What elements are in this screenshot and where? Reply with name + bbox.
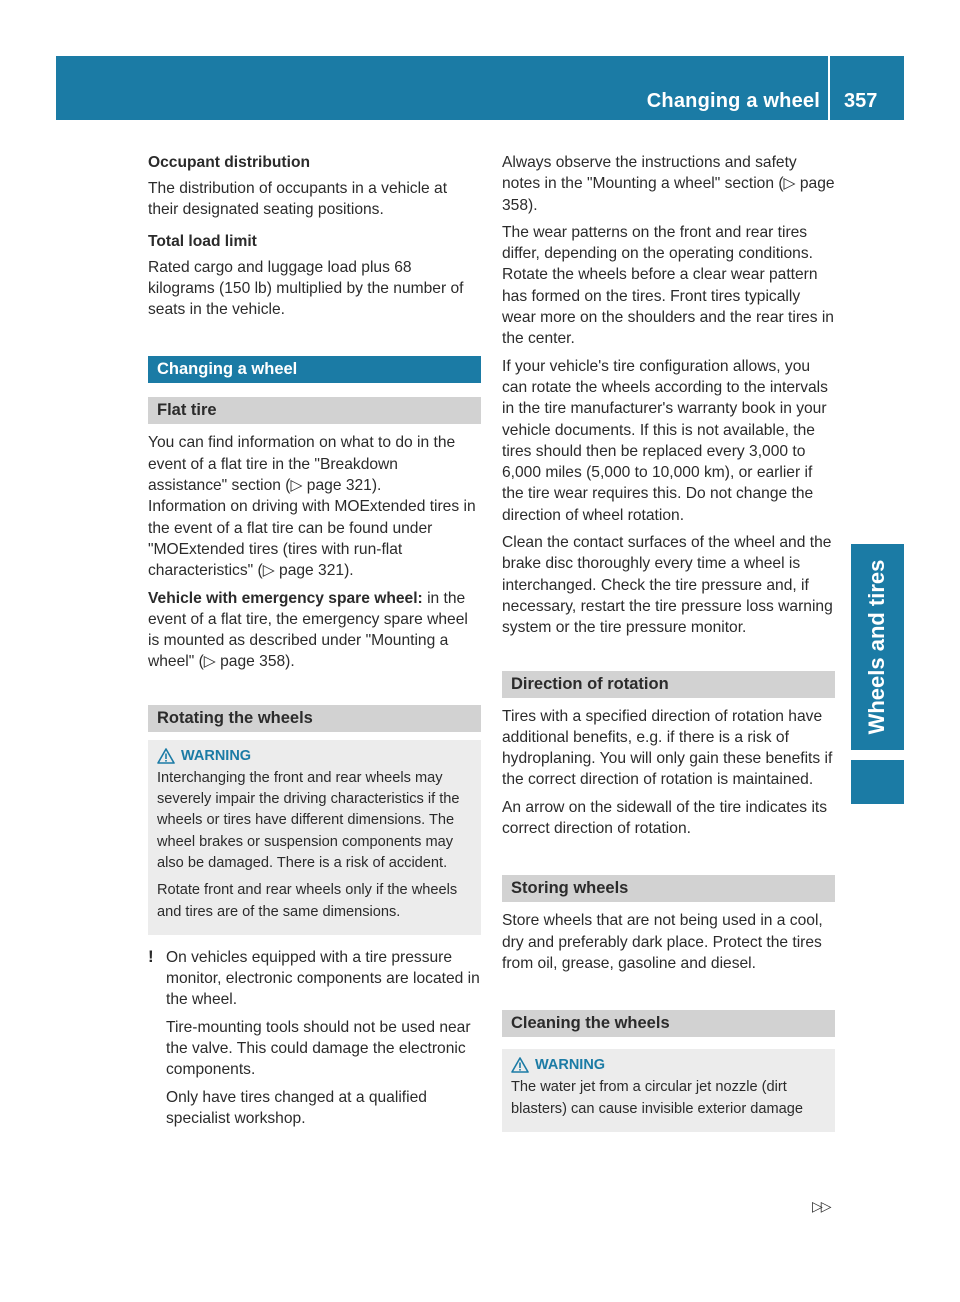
continue-arrows-icon: ▷▷ <box>812 1198 830 1214</box>
left-column <box>148 152 481 1135</box>
warning-p2: Rotate front and rear wheels only if the wheels and tires are of the same dimensions. <box>157 882 458 920</box>
occupant-heading: Occupant distribution <box>148 154 310 171</box>
page-number: 357 <box>844 90 878 112</box>
direction-p2: An arrow on the sidewall of the tire indicates its correct direction of rotation. <box>502 798 828 838</box>
right-p1: Always observe the instructions and safety notes in the "Mounting a wheel" section (▷ page 358). <box>502 154 835 214</box>
warning-box <box>148 740 481 935</box>
spare-wheel-paragraph <box>148 588 481 673</box>
storing-p1: Store wheels that are not being used in a cool, dry and preferably dark place. Protect the tires from oil, grease, gasoline and diesel. <box>502 912 823 972</box>
cleaning-warning-text: The water jet from a circular jet nozzle (dirt blasters) can cause invisible exterior damage <box>511 1079 804 1117</box>
right-p3: If your vehicle's tire configuration allows, you can rotate the wheels according to the intervals in the tire manufacturer's warranty book in your vehicle documents. If this is not available, the tires should then be replaced every 3,000 to 6,000 miles (5,000 to 10,000 km), or earlier if the tire wear requires this. Do not change the direction of wheel rotation. <box>502 357 828 524</box>
right-column <box>502 152 835 1144</box>
note-block <box>148 947 481 1129</box>
cleaning-warning-label: WARNING <box>535 1057 606 1074</box>
direction-p1: Tires with a specified direction of rotation have additional benefits, e.g. if there is a risk of hydroplaning. You will only gain these benefits if the correct direction of rotation is maintained. <box>502 707 833 789</box>
note-exclamation-icon: ! <box>148 946 154 966</box>
direction-title: Direction of rotation <box>502 671 835 698</box>
warning-label: WARNING <box>181 747 252 764</box>
rotating-title: Rotating the wheels <box>148 705 481 732</box>
cleaning-warning-box <box>502 1049 835 1132</box>
header-divider <box>828 56 830 120</box>
note-p3: Only have tires changed at a qualified specialist workshop. <box>166 1088 427 1127</box>
right-p4: Clean the contact surfaces of the wheel and the brake disc thoroughly every time a wheel is interchanged. Check the tire pressure and, if necessary, restart the tire pressure loss warning system or the tire pressure monitor. <box>502 534 833 637</box>
header-title: Changing a wheel <box>646 90 820 112</box>
spare-wheel-bold: Vehicle with emergency spare wheel: <box>148 589 423 607</box>
flat-tire-title: Flat tire <box>148 397 481 424</box>
occupant-text: The distribution of occupants in a vehicle at their designated seating positions. <box>148 180 448 219</box>
note-p2: Tire-mounting tools should not be used near the valve. This could damage the electronic components. <box>166 1018 471 1079</box>
warning-triangle-icon <box>511 1057 529 1073</box>
note-p1: On vehicles equipped with a tire pressure monitor, electronic components are located in the wheel. <box>166 948 480 1009</box>
warning-triangle-icon <box>157 748 175 764</box>
warning-p1: Interchanging the front and rear wheels may severely impair the driving characteristics if the wheels or tires have different dimensions. The wheel brakes or suspension components may also be damaged. There is a risk of accident. <box>157 769 460 871</box>
section-title: Changing a wheel <box>148 356 481 383</box>
spare-wheel-text: in the event of a flat tire, the emergency spare wheel is mounted as described under "Mounting a wheel" (▷ page 358). <box>148 589 468 671</box>
flat-tire-p2: Information on driving with MOExtended tires in the event of a flat tire can be found under "MOExtended tires (tires with run-flat characteristics" (▷ page 321). <box>148 498 476 580</box>
cleaning-warning-header <box>511 1057 827 1073</box>
storing-title: Storing wheels <box>502 875 835 902</box>
load-text: Rated cargo and luggage load plus 68 kilograms (150 lb) multiplied by the number of seats in the vehicle. <box>148 258 464 319</box>
flat-tire-p1: You can find information on what to do in the event of a flat tire in the "Breakdown assistance" section (▷ page 321). <box>148 434 456 495</box>
chapter-tab-marker <box>851 760 904 804</box>
right-p2: The wear patterns on the front and rear tires differ, depending on the operating conditions. Rotate the wheels before a clear wear pattern has formed on the tires. Front tires typically wear more on the shoulders and the rear tires in the center. <box>502 223 834 348</box>
header-bar <box>56 56 904 120</box>
load-heading: Total load limit <box>148 232 257 250</box>
chapter-tab-label: Wheels and tires <box>864 559 889 735</box>
cleaning-title: Cleaning the wheels <box>502 1010 835 1037</box>
warning-header <box>157 748 473 764</box>
chapter-tab <box>851 544 904 750</box>
